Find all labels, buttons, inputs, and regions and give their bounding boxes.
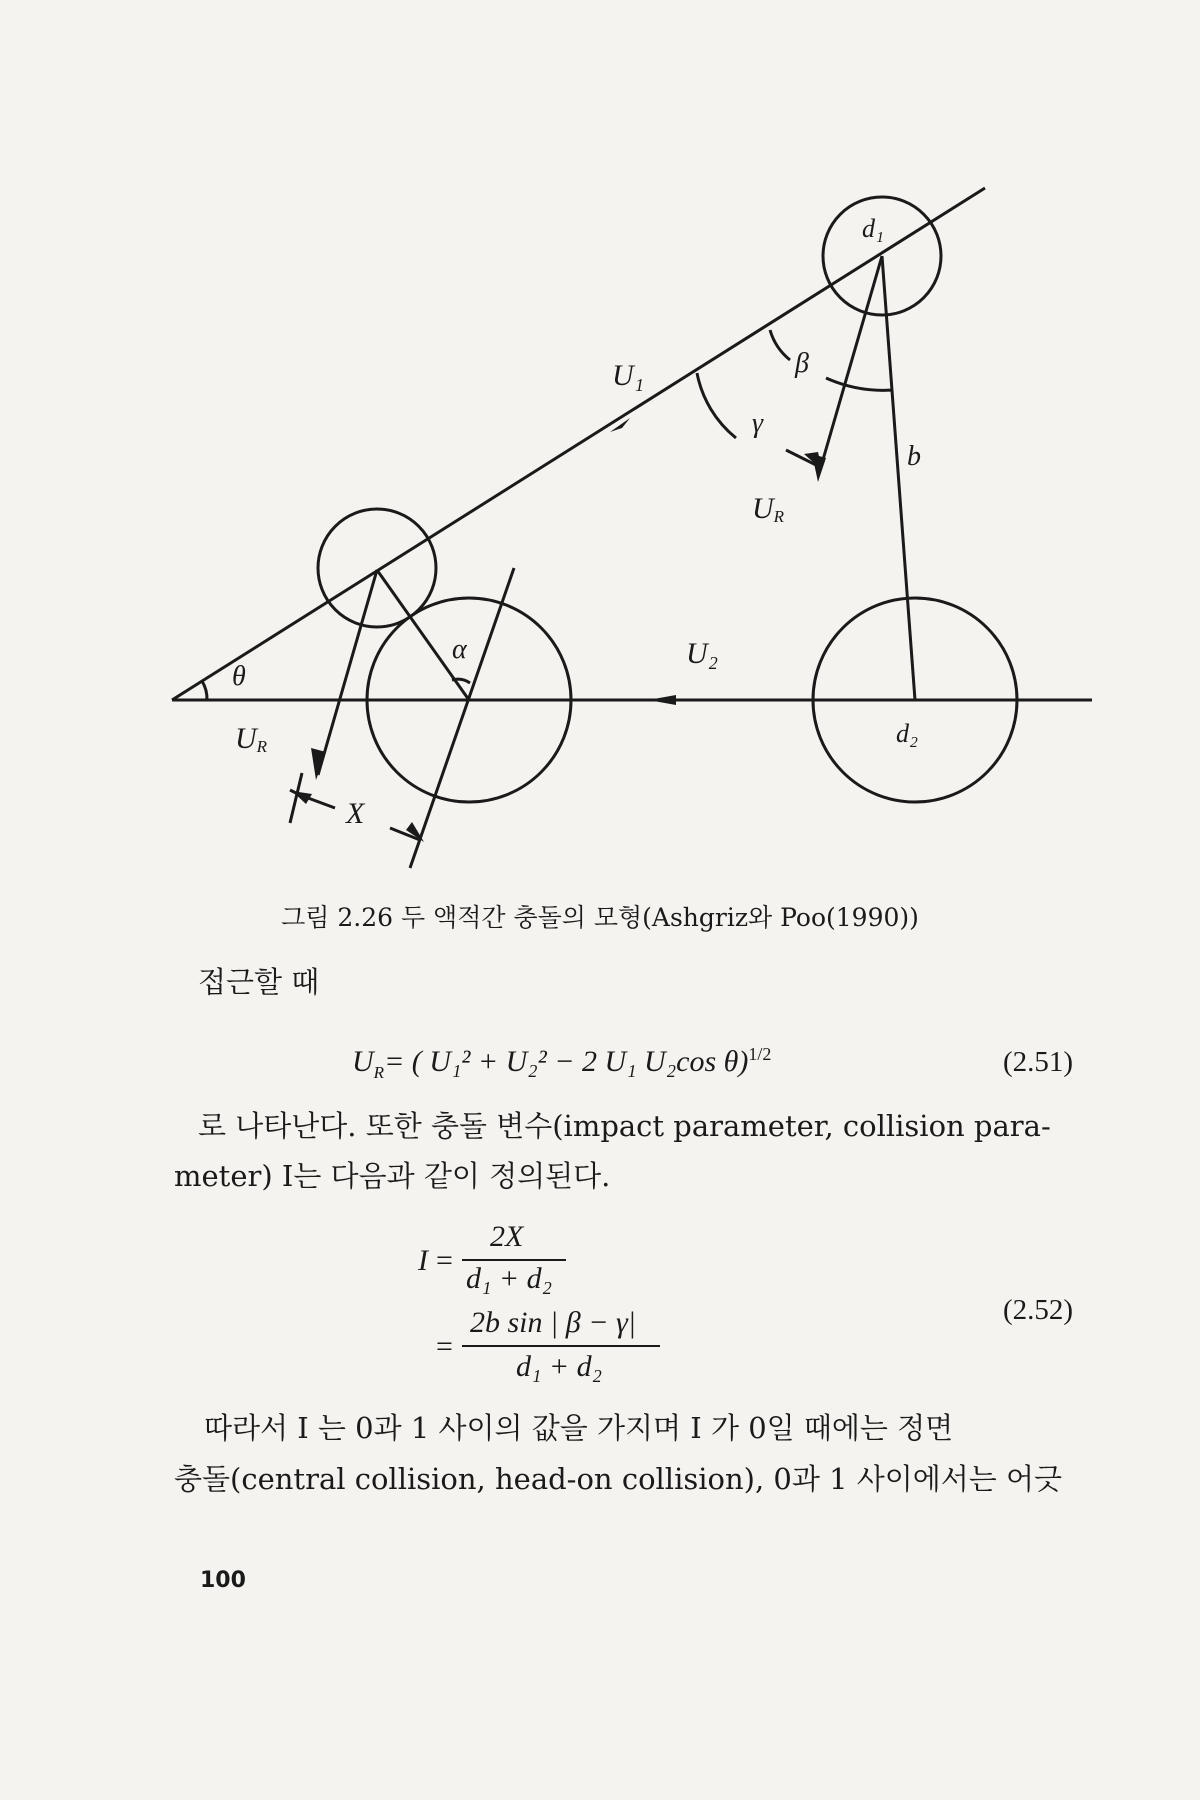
paragraph-1-line-2: meter) I는 다음과 같이 정의된다. <box>174 1159 611 1193</box>
label-beta: β <box>795 348 809 379</box>
theta-arc <box>202 681 207 700</box>
eq252-denominator-2: d₁ + d₂ <box>516 1350 603 1383</box>
paragraph-1-line-1: 로 나타난다. 또한 충돌 변수(impact parameter, collision para- <box>198 1109 1051 1143</box>
gamma-arc <box>697 373 736 438</box>
paragraph-2-line-2: 충돌(central collision, head-on collision), 0과 1 사이에서는 어긋 <box>174 1462 1063 1496</box>
label-d1: d₁ <box>862 214 885 243</box>
ur-vector-top <box>820 256 882 470</box>
eq252-i: I <box>418 1244 428 1277</box>
eq252-equals-1: = <box>436 1244 453 1277</box>
tick-arc <box>770 330 790 360</box>
label-b: b <box>907 441 921 472</box>
equation-number-2-51: (2.51) <box>1003 1046 1074 1078</box>
projection-line-right <box>410 568 514 868</box>
label-x: X <box>346 797 365 830</box>
label-d2: d₂ <box>896 719 919 748</box>
label-alpha: α <box>452 634 467 665</box>
u2-arrowhead <box>648 695 676 705</box>
droplet-small <box>318 509 436 627</box>
label-u2: U₂ <box>686 637 719 670</box>
label-ur-top: UR <box>752 492 785 526</box>
eq252-equals-2: = <box>436 1330 453 1363</box>
u1-trajectory-line <box>172 188 985 700</box>
label-ur-bottom: UR <box>235 722 268 756</box>
equation-number-2-52: (2.52) <box>1003 1294 1074 1326</box>
label-gamma: γ <box>752 408 764 439</box>
eq252-numerator-2: 2b sin | β − γ| <box>470 1306 637 1339</box>
b-distance-line <box>882 256 915 700</box>
ur-bottom-arrowhead <box>311 748 326 780</box>
eq252-fraction-bar-2 <box>462 1345 660 1347</box>
figure-caption: 그림 2.26 두 액적간 충돌의 모형(Ashgriz와 Poo(1990)) <box>281 903 919 932</box>
u1-arrowhead <box>610 418 630 432</box>
label-u1: U₁ <box>612 359 645 392</box>
label-theta: θ <box>232 661 246 692</box>
eq252-fraction-bar-1 <box>462 1259 566 1261</box>
text-line-1: 접근할 때 <box>198 965 320 999</box>
beta-arc <box>826 378 893 390</box>
eq252-denominator-1: d₁ + d₂ <box>466 1262 553 1295</box>
page-number: 100 <box>200 1568 246 1593</box>
eq252-numerator-1: 2X <box>490 1220 524 1253</box>
equation-2-51: $U_R=$ ( U₁² + U₂² − 2 U₁ U₂cos θ)$^{1/2}$ <box>352 1044 772 1082</box>
paragraph-2-line-1: 따라서 I 는 0과 1 사이의 값을 가지며 I 가 0일 때에는 정면 <box>204 1411 954 1445</box>
